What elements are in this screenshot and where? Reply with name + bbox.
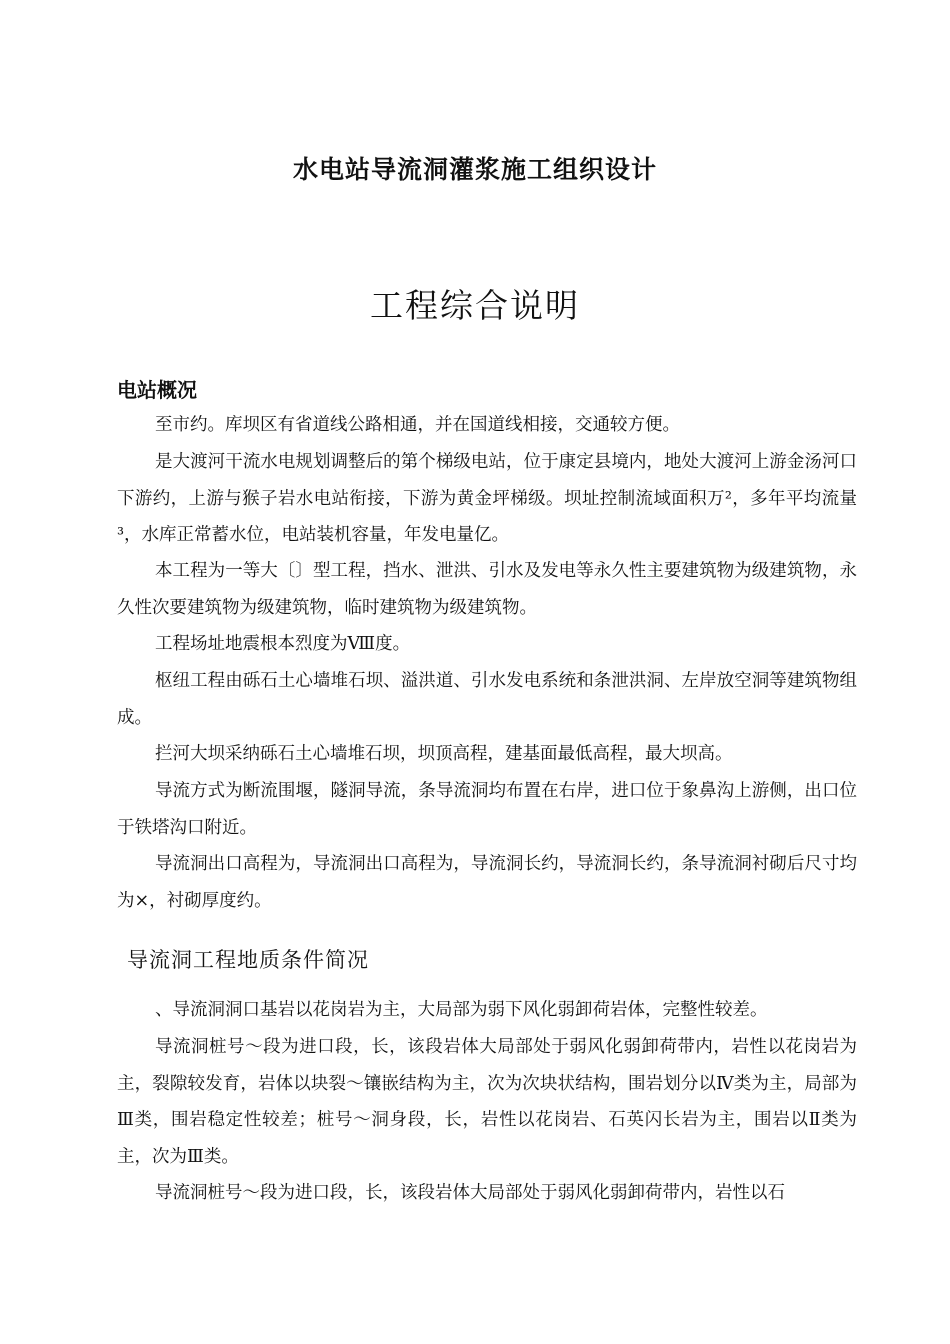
station-overview-heading: 电站概况 [117, 378, 197, 402]
paragraph: 导流方式为断流围堰，隧洞导流，条导流洞均布置在右岸，进口位于象鼻沟上游侧，出口位于铁塔沟口附近。 [117, 781, 857, 838]
document-title: 水电站导流洞灌浆施工组织设计 [292, 155, 657, 184]
paragraph: 本工程为一等大〔〕型工程，挡水、泄洪、引水及发电等永久性主要建筑物为级建筑物，永久性次要建筑物为级建筑物，临时建筑物为级建筑物。 [117, 561, 857, 618]
paragraph: 至市约。库坝区有省道线公路相通，并在国道线相接，交通较方便。 [155, 415, 680, 435]
paragraph: 导流洞桩号～段为进口段，长，该段岩体大局部处于弱风化弱卸荷带内，岩性以石 [155, 1183, 785, 1203]
geology-heading: 导流洞工程地质条件简况 [127, 948, 369, 972]
section-title: 工程综合说明 [370, 286, 580, 325]
paragraph: 导流洞出口高程为，导流洞出口高程为，导流洞长约，导流洞长约，条导流洞衬砌后尺寸均为×，衬砌厚度约。 [117, 854, 857, 911]
paragraph: 拦河大坝采纳砾石土心墙堆石坝，坝顶高程，建基面最低高程，最大坝高。 [155, 744, 733, 764]
paragraph: 枢纽工程由砾石土心墙堆石坝、溢洪道、引水发电系统和条泄洪洞、左岸放空洞等建筑物组成。 [117, 671, 857, 728]
paragraph: 导流洞桩号～段为进口段，长，该段岩体大局部处于弱风化弱卸荷带内，岩性以花岗岩为主，裂隙较发育，岩体以块裂～镶嵌结构为主，次为次块状结构，围岩划分以Ⅳ类为主，局部为Ⅲ类，围岩稳定性较差；桩号～洞身段，长，岩性以花岗岩、石英闪长岩为主，围岩以Ⅱ类为主，次为Ⅲ类。 [117, 1037, 857, 1167]
paragraph: 是大渡河干流水电规划调整后的第个梯级电站，位于康定县境内，地处大渡河上游金汤河口下游约，上游与猴子岩水电站衔接，下游为黄金坪梯级。坝址控制流域面积万²，多年平均流量³，水库正常蓄水位，电站装机容量，年发电量亿。 [117, 452, 857, 545]
paragraph: 、导流洞洞口基岩以花岗岩为主，大局部为弱下风化弱卸荷岩体，完整性较差。 [155, 1000, 768, 1020]
paragraph: 工程场址地震根本烈度为Ⅷ度。 [155, 634, 411, 654]
